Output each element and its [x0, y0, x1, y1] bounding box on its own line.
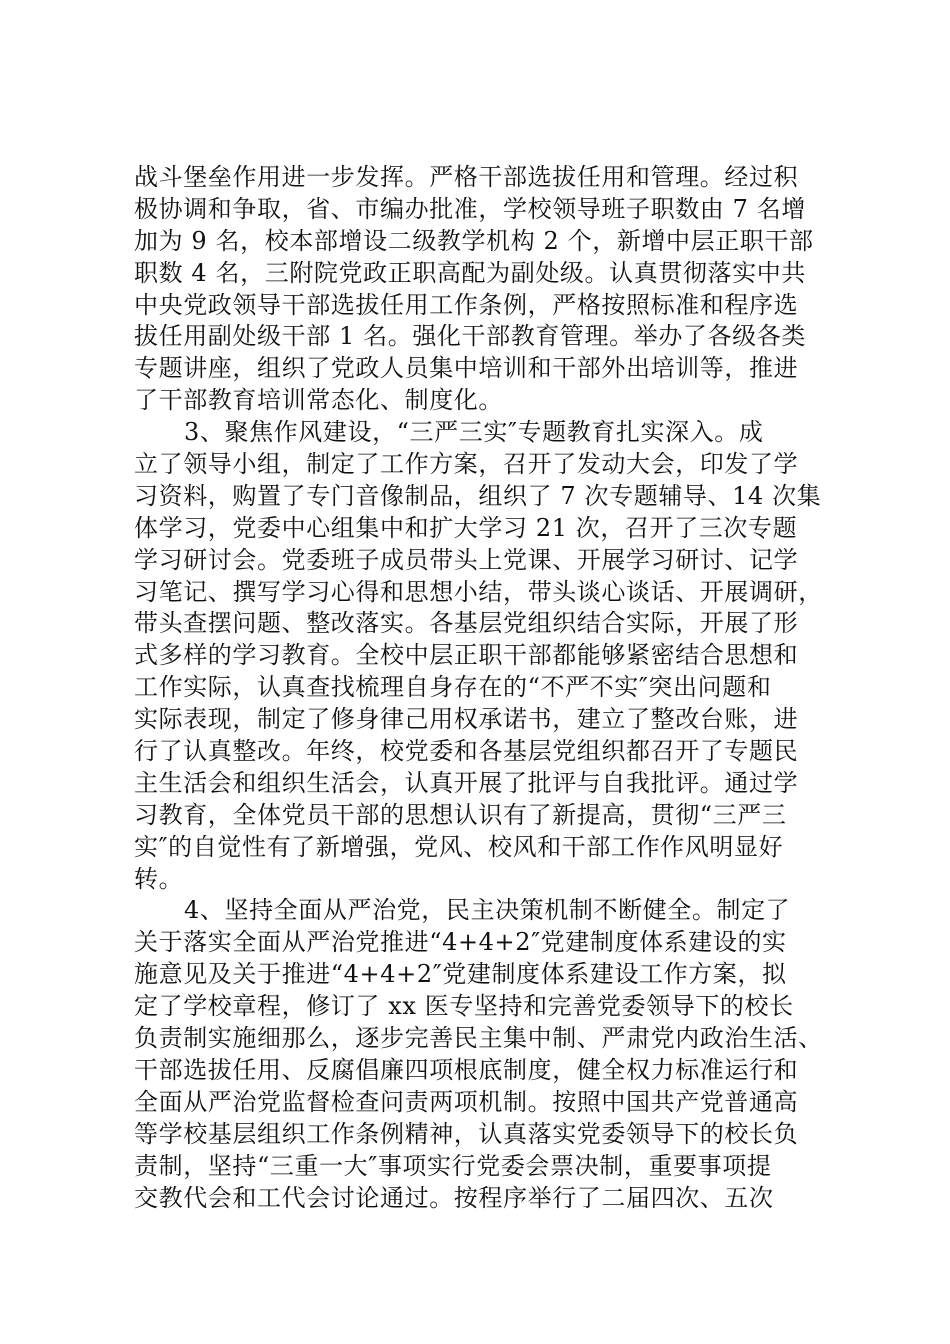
text-line: 体学习，党委中心组集中和扩大学习 21 次，召开了三次专题: [134, 513, 798, 542]
text-line: 关于落实全面从严治党推进“4+4+2″党建制度体系建设的实: [134, 928, 787, 957]
text-line: 学习研讨会。党委班子成员带头上党课、开展学习研讨、记学: [134, 545, 799, 574]
text-line: 等学校基层组织工作条例精神，认真落实党委领导下的校长负: [134, 1119, 799, 1148]
text-line: 负责制实施细那么，逐步完善民主集中制、严肃党内政治生活、: [134, 1024, 823, 1053]
paragraph-first-line: 4、坚持全面从严治党，民主决策机制不断健全。制定了: [184, 896, 791, 925]
text-line: 专题讲座，组织了党政人员集中培训和干部外出培训等，推进: [134, 354, 799, 383]
text-line: 工作实际，认真查找梳理自身存在的“不严不实″突出问题和: [134, 673, 772, 702]
text-line: 实际表现，制定了修身律己用权承诺书，建立了整改台账，进: [134, 705, 799, 734]
text-line: 立了领导小组，制定了工作方案，召开了发动大会，印发了学: [134, 450, 799, 479]
text-line: 转。: [134, 864, 184, 893]
text-line: 定了学校章程，修订了 xx 医专坚持和完善党委领导下的校长: [134, 992, 794, 1021]
text-line: 交教代会和工代会讨论通过。按程序举行了二届四次、五次: [134, 1183, 774, 1212]
text-line: 主生活会和组织生活会，认真开展了批评与自我批评。通过学: [134, 768, 799, 797]
text-line: 拔任用副处级干部 1 名。强化干部教育管理。举办了各级各类: [134, 322, 806, 351]
text-line: 习笔记、撰写学习心得和思想小结，带头谈心谈话、开展调研，: [134, 577, 823, 606]
text-line: 带头查摆问题、整改落实。各基层党组织结合实际，开展了形: [134, 609, 799, 638]
text-line: 习教育，全体党员干部的思想认识有了新提高，贯彻“三严三: [134, 800, 787, 829]
text-line: 式多样的学习教育。全校中层正职干部都能够紧密结合思想和: [134, 641, 799, 670]
text-line: 了干部教育培训常态化、制度化。: [134, 386, 503, 415]
paragraph-first-line: 3、聚焦作风建设，“三严三实″专题教育扎实深入。成: [184, 418, 764, 447]
text-line: 行了认真整改。年终，校党委和各基层党组织都召开了专题民: [134, 737, 799, 766]
text-line: 极协调和争取，省、市编办批准，学校领导班子职数由 7 名增: [134, 194, 806, 223]
text-line: 中央党政领导干部选拔任用工作条例，严格按照标准和程序选: [134, 290, 799, 319]
text-line: 习资料，购置了专门音像制品，组织了 7 次专题辅导、14 次集: [134, 481, 822, 510]
text-line: 干部选拔任用、反腐倡廉四项根底制度，健全权力标准运行和: [134, 1055, 799, 1084]
text-line: 战斗堡垒作用进一步发挥。严格干部选拔任用和管理。经过积: [134, 163, 799, 191]
text-line: 施意见及关于推进“4+4+2″党建制度体系建设工作方案，拟: [134, 960, 787, 989]
text-line: 全面从严治党监督检查问责两项机制。按照中国共产党普通高: [134, 1087, 799, 1116]
text-line: 实″的自觉性有了新增强，党风、校风和干部工作作风明显好: [134, 832, 784, 861]
text-line: 加为 9 名，校本部增设二级教学机构 2 个，新增中层正职干部: [134, 226, 814, 255]
text-line: 责制，坚持“三重一大″事项实行党委会票决制，重要事项提: [134, 1151, 772, 1180]
text-line: 职数 4 名，三附院党政正职高配为副处级。认真贯彻落实中共: [134, 258, 806, 287]
document-body-text: [134, 162, 854, 1214]
